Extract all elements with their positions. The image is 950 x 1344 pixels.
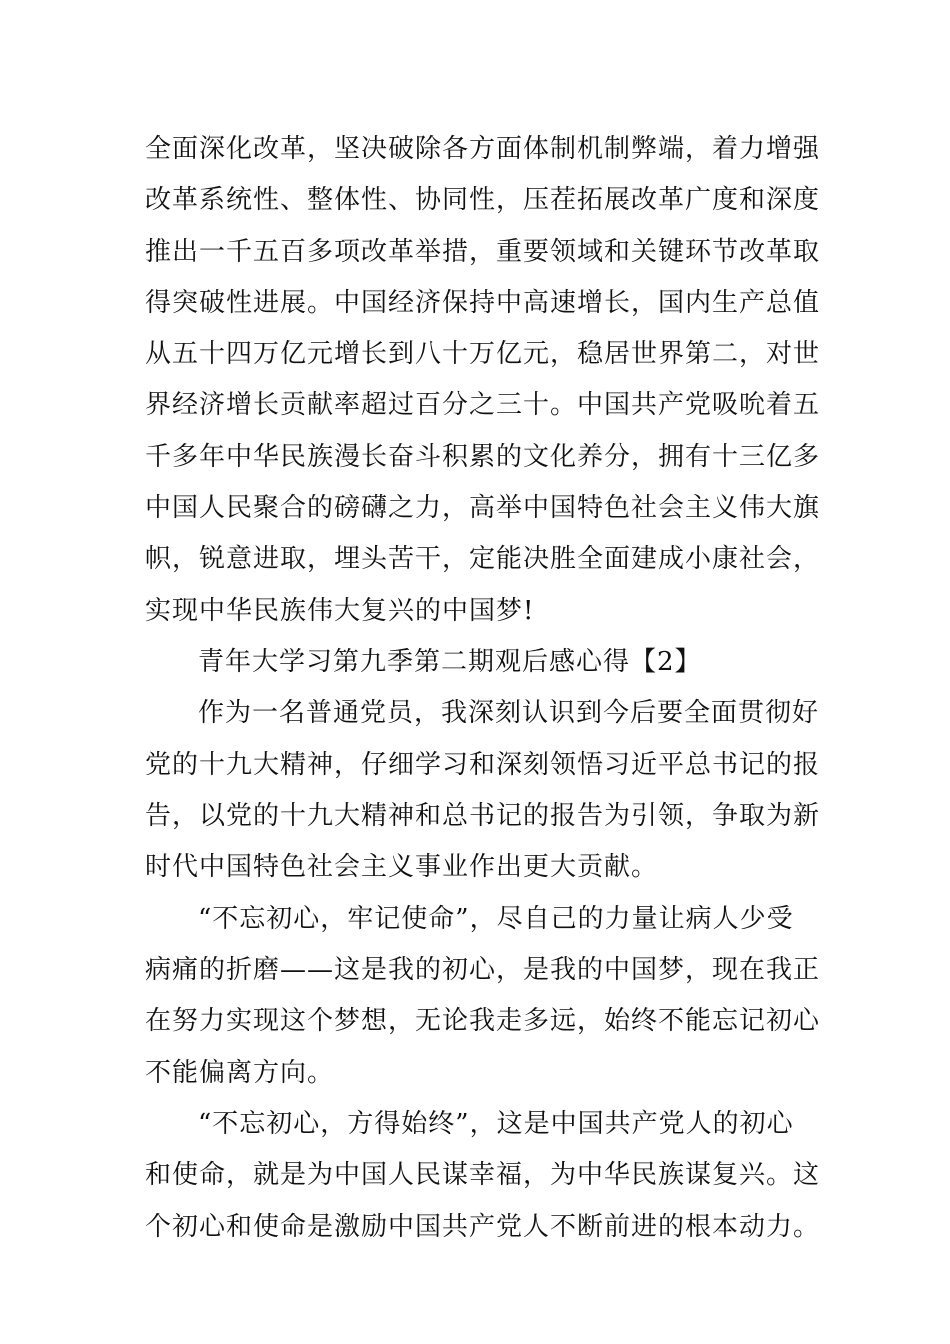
text-line: “不忘初心，方得始终”，这是中国共产党人的初心 (198, 1109, 794, 1139)
text-line: 得突破性进展。中国经济保持中高速增长，国内生产总值 (145, 288, 821, 318)
text-line: 全面深化改革，坚决破除各方面体制机制弊端，着力增强 (145, 134, 821, 164)
text-line: 告，以党的十九大精神和总书记的报告为引领，争取为新 (145, 801, 821, 831)
text-line: 从五十四万亿元增长到八十万亿元，稳居世界第二，对世 (145, 339, 821, 369)
section-heading: 青年大学习第九季第二期观后感心得【2】 (198, 647, 702, 677)
text-line: 在努力实现这个梦想，无论我走多远，始终不能忘记初心 (145, 1006, 821, 1036)
text-line: 改革系统性、整体性、协同性，压茬拓展改革广度和深度 (145, 185, 821, 215)
text-line: 和使命，就是为中国人民谋幸福，为中华民族谋复兴。这 (145, 1160, 821, 1190)
text-line: 作为一名普通党员，我深刻认识到今后要全面贯彻好 (198, 698, 820, 728)
text-line: 帜，锐意进取，埋头苦干，定能决胜全面建成小康社会， (145, 544, 821, 574)
text-line: 不能偏离方向。 (145, 1058, 335, 1088)
text-line: 界经济增长贡献率超过百分之三十。中国共产党吸吮着五 (145, 390, 821, 420)
text-line: 实现中华民族伟大复兴的中国梦! (145, 596, 535, 626)
text-line: 病痛的折磨——这是我的初心，是我的中国梦，现在我正 (145, 955, 821, 985)
text-line: 中国人民聚合的磅礴之力，高举中国特色社会主义伟大旗 (145, 493, 821, 523)
text-line: “不忘初心，牢记使命”，尽自己的力量让病人少受 (198, 904, 794, 934)
text-line: 时代中国特色社会主义事业作出更大贡献。 (145, 852, 659, 882)
text-line: 个初心和使命是激励中国共产党人不断前进的根本动力。 (145, 1212, 821, 1242)
text-line: 党的十九大精神，仔细学习和深刻领悟习近平总书记的报 (145, 750, 821, 780)
text-line: 推出一千五百多项改革举措，重要领域和关键环节改革取 (145, 237, 821, 267)
text-line: 千多年中华民族漫长奋斗积累的文化养分，拥有十三亿多 (145, 442, 821, 472)
